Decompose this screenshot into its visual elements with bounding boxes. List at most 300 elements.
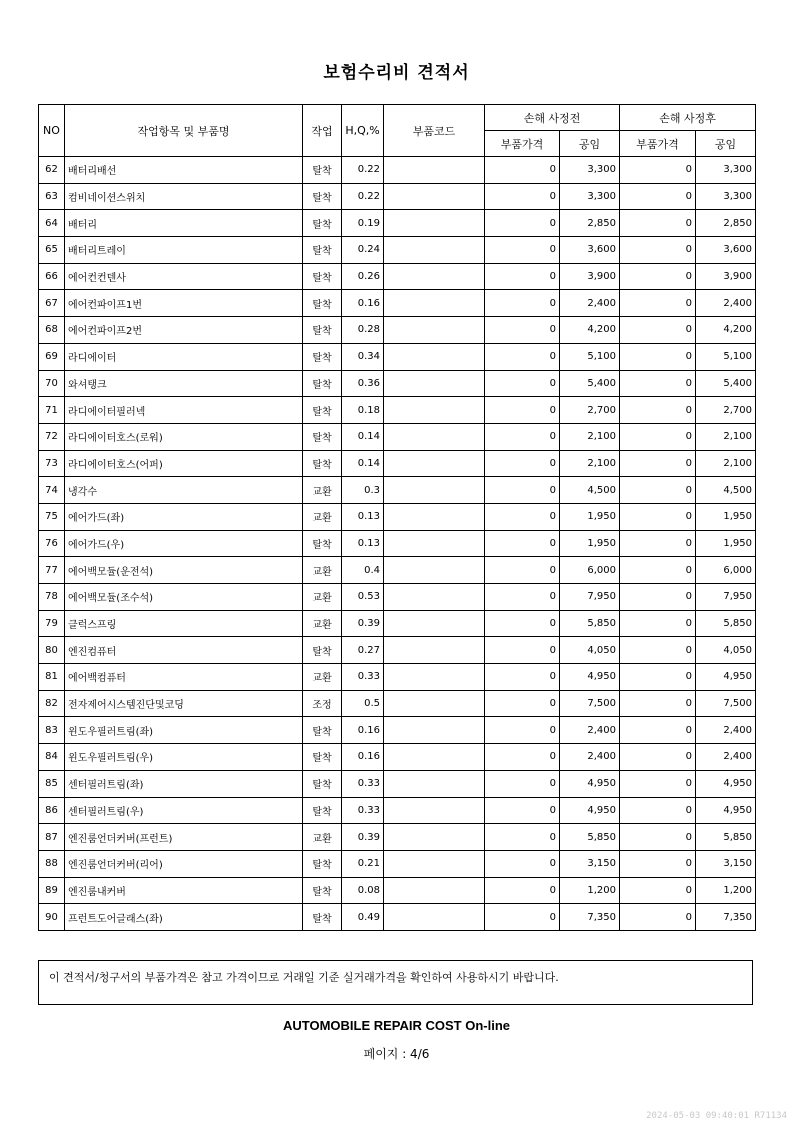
cell-work: 탈착 — [303, 290, 342, 317]
cell-part-code — [384, 317, 485, 344]
cell-hq: 0.22 — [342, 183, 384, 210]
table-row — [39, 290, 756, 317]
table-row — [39, 770, 756, 797]
cell-no: 67 — [39, 290, 65, 317]
cell-labor-before: 4,950 — [560, 797, 620, 824]
cell-labor-after: 3,300 — [696, 183, 756, 210]
cell-no: 62 — [39, 157, 65, 184]
cell-part-code — [384, 877, 485, 904]
cell-work: 탈착 — [303, 183, 342, 210]
price-notice: 이 견적서/청구서의 부품가격은 참고 가격이므로 거래일 기준 실거래가격을 확인하여 사용하시기 바랍니다. — [38, 960, 753, 1005]
table-row — [39, 317, 756, 344]
cell-item-name: 라디에이터 — [65, 343, 303, 370]
cell-part-price-before: 0 — [485, 850, 560, 877]
cell-part-price-after: 0 — [620, 557, 696, 584]
cell-part-price-after: 0 — [620, 610, 696, 637]
cell-item-name: 전자제어시스템진단및코딩 — [65, 690, 303, 717]
cell-part-code — [384, 210, 485, 237]
cell-labor-after: 2,400 — [696, 717, 756, 744]
cell-item-name: 배터리 — [65, 210, 303, 237]
cell-item-name: 엔진룸언더커버(프런트) — [65, 824, 303, 851]
cell-hq: 0.24 — [342, 237, 384, 264]
cell-item-name: 에어컨파이프2번 — [65, 317, 303, 344]
cell-part-code — [384, 824, 485, 851]
cell-work: 탈착 — [303, 210, 342, 237]
table-row — [39, 183, 756, 210]
cell-work: 탈착 — [303, 317, 342, 344]
cell-part-code — [384, 690, 485, 717]
cell-part-price-after: 0 — [620, 157, 696, 184]
cell-part-price-before: 0 — [485, 530, 560, 557]
estimate-table — [38, 104, 756, 931]
print-timestamp: 2024-05-03 09:40:01 R71134 — [646, 1111, 787, 1121]
cell-labor-after: 4,500 — [696, 477, 756, 504]
cell-no: 84 — [39, 744, 65, 771]
cell-item-name: 엔진룸내커버 — [65, 877, 303, 904]
cell-work: 탈착 — [303, 450, 342, 477]
cell-work: 탈착 — [303, 744, 342, 771]
cell-no: 78 — [39, 584, 65, 611]
cell-part-price-before: 0 — [485, 904, 560, 931]
table-row — [39, 370, 756, 397]
header-before-adjustment: 손해 사정전 — [485, 105, 620, 131]
cell-work: 교환 — [303, 824, 342, 851]
table-row — [39, 237, 756, 264]
cell-part-code — [384, 370, 485, 397]
cell-part-price-before: 0 — [485, 237, 560, 264]
cell-item-name: 에어백컴퓨터 — [65, 664, 303, 691]
cell-part-price-before: 0 — [485, 397, 560, 424]
cell-part-price-after: 0 — [620, 584, 696, 611]
cell-part-price-before: 0 — [485, 263, 560, 290]
header-labor-before: 공임 — [560, 131, 620, 157]
cell-part-price-after: 0 — [620, 263, 696, 290]
cell-part-price-after: 0 — [620, 770, 696, 797]
cell-part-code — [384, 423, 485, 450]
cell-part-price-after: 0 — [620, 423, 696, 450]
cell-no: 77 — [39, 557, 65, 584]
table-row — [39, 797, 756, 824]
cell-labor-after: 7,500 — [696, 690, 756, 717]
cell-labor-before: 4,200 — [560, 317, 620, 344]
cell-item-name: 엔진컴퓨터 — [65, 637, 303, 664]
cell-part-code — [384, 157, 485, 184]
cell-item-name: 라디에이터호스(어퍼) — [65, 450, 303, 477]
cell-labor-before: 3,600 — [560, 237, 620, 264]
cell-labor-before: 3,150 — [560, 850, 620, 877]
cell-part-code — [384, 183, 485, 210]
cell-part-price-after: 0 — [620, 637, 696, 664]
table-row — [39, 877, 756, 904]
cell-work: 탈착 — [303, 530, 342, 557]
cell-part-code — [384, 397, 485, 424]
cell-part-price-after: 0 — [620, 370, 696, 397]
cell-labor-after: 2,850 — [696, 210, 756, 237]
cell-hq: 0.22 — [342, 157, 384, 184]
cell-labor-after: 3,900 — [696, 263, 756, 290]
cell-part-price-after: 0 — [620, 290, 696, 317]
cell-hq: 0.14 — [342, 450, 384, 477]
cell-part-price-after: 0 — [620, 343, 696, 370]
cell-no: 69 — [39, 343, 65, 370]
cell-part-price-before: 0 — [485, 157, 560, 184]
cell-part-price-before: 0 — [485, 183, 560, 210]
footer-brand: AUTOMOBILE REPAIR COST On-line — [282, 1018, 511, 1033]
cell-item-name: 라디에이터호스(로워) — [65, 423, 303, 450]
cell-part-price-before: 0 — [485, 210, 560, 237]
cell-part-price-before: 0 — [485, 503, 560, 530]
cell-work: 교환 — [303, 584, 342, 611]
cell-part-price-after: 0 — [620, 744, 696, 771]
cell-part-price-after: 0 — [620, 850, 696, 877]
cell-item-name: 센터필러트림(좌) — [65, 770, 303, 797]
cell-labor-before: 6,000 — [560, 557, 620, 584]
cell-labor-after: 4,950 — [696, 770, 756, 797]
cell-work: 탈착 — [303, 423, 342, 450]
cell-hq: 0.26 — [342, 263, 384, 290]
cell-part-price-before: 0 — [485, 610, 560, 637]
cell-work: 탈착 — [303, 263, 342, 290]
cell-part-price-after: 0 — [620, 530, 696, 557]
cell-hq: 0.33 — [342, 664, 384, 691]
table-row — [39, 503, 756, 530]
cell-part-code — [384, 530, 485, 557]
cell-labor-after: 3,300 — [696, 157, 756, 184]
cell-hq: 0.28 — [342, 317, 384, 344]
cell-part-code — [384, 477, 485, 504]
cell-labor-before: 2,400 — [560, 290, 620, 317]
cell-work: 탈착 — [303, 370, 342, 397]
cell-no: 85 — [39, 770, 65, 797]
table-row — [39, 584, 756, 611]
cell-hq: 0.21 — [342, 850, 384, 877]
cell-labor-before: 5,400 — [560, 370, 620, 397]
cell-hq: 0.13 — [342, 530, 384, 557]
document-title: 보험수리비 견적서 — [323, 63, 470, 83]
cell-no: 66 — [39, 263, 65, 290]
cell-item-name: 프런트도어글래스(좌) — [65, 904, 303, 931]
cell-item-name: 에어컨컨덴사 — [65, 263, 303, 290]
cell-no: 74 — [39, 477, 65, 504]
cell-item-name: 냉각수 — [65, 477, 303, 504]
cell-labor-before: 4,500 — [560, 477, 620, 504]
cell-labor-after: 2,100 — [696, 450, 756, 477]
cell-part-code — [384, 584, 485, 611]
cell-hq: 0.53 — [342, 584, 384, 611]
cell-part-code — [384, 503, 485, 530]
cell-hq: 0.3 — [342, 477, 384, 504]
cell-labor-before: 4,950 — [560, 664, 620, 691]
cell-item-name: 에어백모듈(운전석) — [65, 557, 303, 584]
cell-hq: 0.16 — [342, 717, 384, 744]
cell-part-price-after: 0 — [620, 717, 696, 744]
cell-work: 탈착 — [303, 877, 342, 904]
cell-no: 86 — [39, 797, 65, 824]
table-row — [39, 744, 756, 771]
cell-part-price-before: 0 — [485, 290, 560, 317]
cell-part-price-after: 0 — [620, 317, 696, 344]
cell-labor-before: 2,100 — [560, 450, 620, 477]
cell-work: 탈착 — [303, 237, 342, 264]
cell-part-code — [384, 557, 485, 584]
cell-part-price-before: 0 — [485, 877, 560, 904]
cell-part-price-before: 0 — [485, 637, 560, 664]
cell-part-price-after: 0 — [620, 797, 696, 824]
cell-hq: 0.19 — [342, 210, 384, 237]
cell-work: 탈착 — [303, 397, 342, 424]
table-row — [39, 610, 756, 637]
cell-item-name: 컴비네이션스위치 — [65, 183, 303, 210]
cell-part-price-after: 0 — [620, 904, 696, 931]
cell-item-name: 에어가드(우) — [65, 530, 303, 557]
cell-part-price-before: 0 — [485, 717, 560, 744]
cell-part-code — [384, 610, 485, 637]
cell-labor-after: 2,400 — [696, 744, 756, 771]
cell-part-code — [384, 263, 485, 290]
cell-work: 교환 — [303, 503, 342, 530]
cell-no: 82 — [39, 690, 65, 717]
cell-part-price-before: 0 — [485, 584, 560, 611]
cell-work: 교환 — [303, 557, 342, 584]
cell-item-name: 와셔탱크 — [65, 370, 303, 397]
cell-item-name: 배터리배선 — [65, 157, 303, 184]
header-part-code: 부품코드 — [384, 105, 485, 157]
cell-part-code — [384, 450, 485, 477]
cell-labor-before: 2,850 — [560, 210, 620, 237]
cell-labor-after: 7,350 — [696, 904, 756, 931]
cell-labor-before: 4,050 — [560, 637, 620, 664]
table-row — [39, 477, 756, 504]
cell-no: 80 — [39, 637, 65, 664]
table-row — [39, 690, 756, 717]
header-after-adjustment: 손해 사정후 — [620, 105, 756, 131]
cell-no: 81 — [39, 664, 65, 691]
cell-hq: 0.13 — [342, 503, 384, 530]
cell-item-name: 엔진룸언더커버(리어) — [65, 850, 303, 877]
cell-labor-after: 5,850 — [696, 610, 756, 637]
cell-labor-after: 1,950 — [696, 530, 756, 557]
cell-work: 탈착 — [303, 637, 342, 664]
cell-no: 83 — [39, 717, 65, 744]
cell-labor-after: 5,850 — [696, 824, 756, 851]
cell-part-price-before: 0 — [485, 557, 560, 584]
cell-labor-after: 4,950 — [696, 797, 756, 824]
cell-labor-after: 1,950 — [696, 503, 756, 530]
cell-hq: 0.14 — [342, 423, 384, 450]
cell-hq: 0.49 — [342, 904, 384, 931]
cell-part-code — [384, 343, 485, 370]
cell-part-price-after: 0 — [620, 477, 696, 504]
cell-labor-after: 5,100 — [696, 343, 756, 370]
cell-labor-before: 1,950 — [560, 530, 620, 557]
cell-labor-before: 2,100 — [560, 423, 620, 450]
header-item: 작업항목 및 부품명 — [65, 105, 303, 157]
cell-no: 73 — [39, 450, 65, 477]
cell-work: 교환 — [303, 477, 342, 504]
table-header — [39, 105, 756, 157]
table-row — [39, 637, 756, 664]
cell-labor-before: 7,950 — [560, 584, 620, 611]
cell-hq: 0.18 — [342, 397, 384, 424]
cell-no: 64 — [39, 210, 65, 237]
cell-labor-after: 3,600 — [696, 237, 756, 264]
cell-hq: 0.4 — [342, 557, 384, 584]
cell-no: 72 — [39, 423, 65, 450]
table-row — [39, 557, 756, 584]
cell-part-price-after: 0 — [620, 450, 696, 477]
cell-item-name: 클럭스프링 — [65, 610, 303, 637]
cell-hq: 0.08 — [342, 877, 384, 904]
cell-part-code — [384, 797, 485, 824]
cell-work: 탈착 — [303, 157, 342, 184]
cell-item-name: 에어백모듈(조수석) — [65, 584, 303, 611]
cell-part-price-after: 0 — [620, 503, 696, 530]
cell-part-code — [384, 237, 485, 264]
cell-part-code — [384, 637, 485, 664]
cell-labor-before: 2,400 — [560, 717, 620, 744]
cell-labor-before: 7,500 — [560, 690, 620, 717]
cell-labor-after: 6,000 — [696, 557, 756, 584]
cell-part-code — [384, 904, 485, 931]
cell-part-price-after: 0 — [620, 690, 696, 717]
cell-no: 75 — [39, 503, 65, 530]
cell-labor-before: 2,700 — [560, 397, 620, 424]
table-row — [39, 343, 756, 370]
cell-hq: 0.16 — [342, 290, 384, 317]
cell-work: 교환 — [303, 664, 342, 691]
table-row — [39, 530, 756, 557]
table-row — [39, 450, 756, 477]
cell-part-price-before: 0 — [485, 690, 560, 717]
table-row — [39, 664, 756, 691]
cell-no: 65 — [39, 237, 65, 264]
cell-work: 조정 — [303, 690, 342, 717]
header-work: 작업 — [303, 105, 342, 157]
cell-no: 79 — [39, 610, 65, 637]
cell-labor-after: 1,200 — [696, 877, 756, 904]
cell-part-price-after: 0 — [620, 664, 696, 691]
cell-part-price-before: 0 — [485, 317, 560, 344]
cell-labor-after: 4,200 — [696, 317, 756, 344]
cell-work: 탈착 — [303, 770, 342, 797]
cell-part-price-after: 0 — [620, 877, 696, 904]
cell-labor-before: 5,850 — [560, 610, 620, 637]
cell-work: 교환 — [303, 610, 342, 637]
cell-part-price-after: 0 — [620, 237, 696, 264]
cell-no: 63 — [39, 183, 65, 210]
table-row — [39, 263, 756, 290]
header-hq: H,Q,% — [342, 105, 384, 157]
cell-item-name: 윈도우필러트림(우) — [65, 744, 303, 771]
cell-no: 68 — [39, 317, 65, 344]
cell-no: 88 — [39, 850, 65, 877]
table-row — [39, 397, 756, 424]
cell-part-price-before: 0 — [485, 343, 560, 370]
cell-hq: 0.33 — [342, 770, 384, 797]
cell-no: 70 — [39, 370, 65, 397]
cell-labor-after: 7,950 — [696, 584, 756, 611]
table-row — [39, 904, 756, 931]
cell-work: 탈착 — [303, 717, 342, 744]
cell-part-code — [384, 717, 485, 744]
cell-labor-after: 5,400 — [696, 370, 756, 397]
cell-work: 탈착 — [303, 343, 342, 370]
cell-hq: 0.33 — [342, 797, 384, 824]
cell-part-price-before: 0 — [485, 450, 560, 477]
cell-labor-before: 5,850 — [560, 824, 620, 851]
page-number: 페이지 : 4/6 — [363, 1047, 430, 1061]
cell-labor-after: 2,400 — [696, 290, 756, 317]
cell-part-price-before: 0 — [485, 770, 560, 797]
table-row — [39, 210, 756, 237]
cell-labor-after: 4,050 — [696, 637, 756, 664]
header-no: NO — [39, 105, 65, 157]
cell-part-price-before: 0 — [485, 744, 560, 771]
cell-labor-before: 5,100 — [560, 343, 620, 370]
cell-work: 탈착 — [303, 904, 342, 931]
cell-item-name: 배터리트레이 — [65, 237, 303, 264]
cell-no: 76 — [39, 530, 65, 557]
cell-part-price-after: 0 — [620, 397, 696, 424]
cell-hq: 0.5 — [342, 690, 384, 717]
cell-hq: 0.39 — [342, 824, 384, 851]
table-row — [39, 423, 756, 450]
cell-part-code — [384, 744, 485, 771]
cell-part-price-after: 0 — [620, 183, 696, 210]
cell-part-price-before: 0 — [485, 824, 560, 851]
cell-work: 탈착 — [303, 850, 342, 877]
cell-labor-after: 3,150 — [696, 850, 756, 877]
cell-no: 71 — [39, 397, 65, 424]
cell-part-code — [384, 290, 485, 317]
cell-no: 90 — [39, 904, 65, 931]
cell-part-price-before: 0 — [485, 370, 560, 397]
cell-work: 탈착 — [303, 797, 342, 824]
cell-item-name: 에어컨파이프1번 — [65, 290, 303, 317]
cell-part-price-before: 0 — [485, 477, 560, 504]
header-part-price-before: 부품가격 — [485, 131, 560, 157]
cell-no: 89 — [39, 877, 65, 904]
cell-hq: 0.39 — [342, 610, 384, 637]
cell-part-price-before: 0 — [485, 423, 560, 450]
cell-hq: 0.36 — [342, 370, 384, 397]
cell-hq: 0.16 — [342, 744, 384, 771]
cell-labor-after: 4,950 — [696, 664, 756, 691]
cell-hq: 0.34 — [342, 343, 384, 370]
cell-labor-after: 2,700 — [696, 397, 756, 424]
cell-part-price-after: 0 — [620, 824, 696, 851]
cell-labor-before: 7,350 — [560, 904, 620, 931]
cell-part-code — [384, 850, 485, 877]
cell-labor-before: 3,300 — [560, 157, 620, 184]
table-row — [39, 157, 756, 184]
table-row — [39, 824, 756, 851]
cell-part-code — [384, 770, 485, 797]
cell-labor-before: 2,400 — [560, 744, 620, 771]
header-labor-after: 공임 — [696, 131, 756, 157]
cell-item-name: 센터필러트림(우) — [65, 797, 303, 824]
cell-no: 87 — [39, 824, 65, 851]
header-part-price-after: 부품가격 — [620, 131, 696, 157]
cell-item-name: 라디에이터필러넥 — [65, 397, 303, 424]
cell-part-code — [384, 664, 485, 691]
cell-labor-before: 1,200 — [560, 877, 620, 904]
cell-labor-before: 3,900 — [560, 263, 620, 290]
table-row — [39, 717, 756, 744]
cell-part-price-before: 0 — [485, 797, 560, 824]
cell-hq: 0.27 — [342, 637, 384, 664]
cell-item-name: 에어가드(좌) — [65, 503, 303, 530]
